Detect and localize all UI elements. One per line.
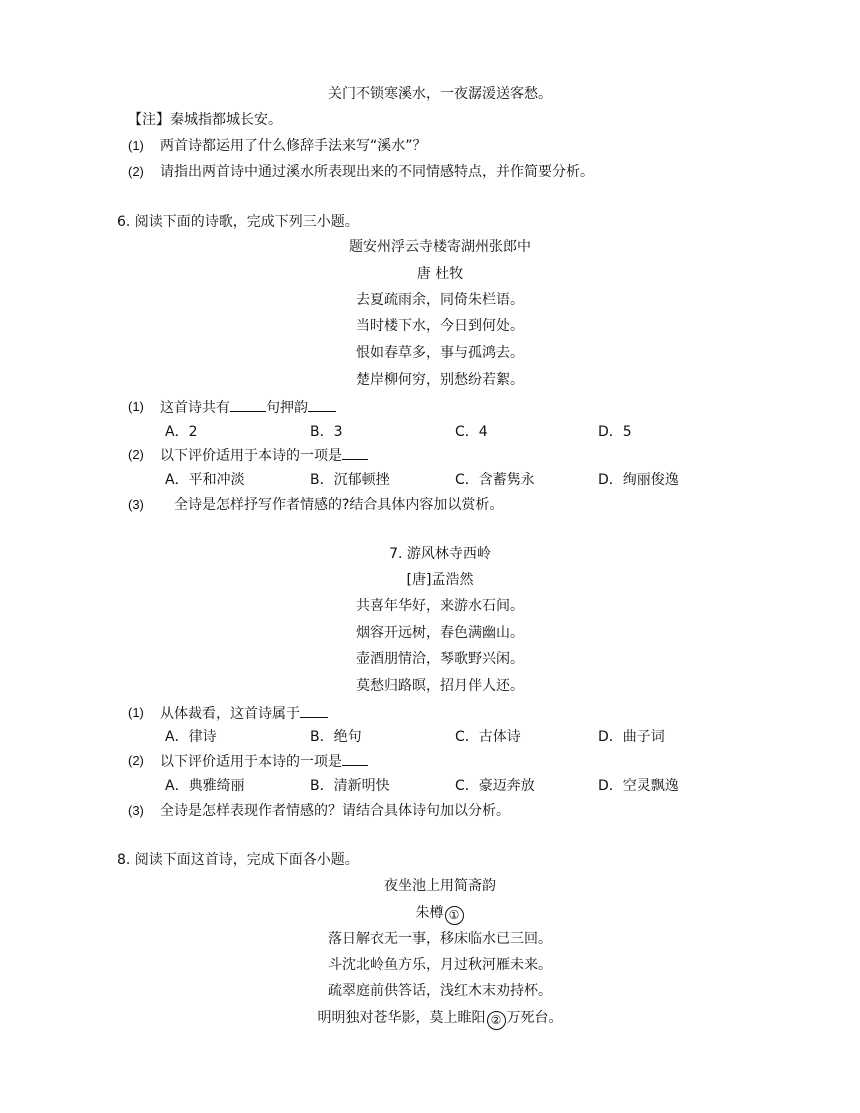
footnote-marker: ① xyxy=(445,906,464,925)
option-d[interactable]: D．5 xyxy=(598,424,632,440)
question-text-part: 以下评价适用于本诗的一项是 xyxy=(160,754,342,770)
answer-blank[interactable] xyxy=(342,445,368,460)
poem-title: 题安州浮云寺楼寄湖州张郎中 xyxy=(349,239,531,255)
poem-line: 壶酒朋情洽，琴歌野兴闲。 xyxy=(356,651,524,667)
author-name: 朱樽 xyxy=(415,905,444,921)
poem-line: 落日解衣无一事，移床临水已三回。 xyxy=(328,931,552,947)
poem-line: 烟容开远树，春色满幽山。 xyxy=(356,625,524,641)
question-text xyxy=(160,703,328,724)
option-a[interactable]: A．平和冲淡 xyxy=(165,472,245,488)
poem-line: 莫愁归路暝，招月伴人还。 xyxy=(356,678,524,694)
poem-line-part: 万死台。 xyxy=(506,1010,563,1026)
option-c[interactable]: C．豪迈奔放 xyxy=(455,778,535,794)
question-text xyxy=(160,397,336,418)
poem-author: 唐 杜牧 xyxy=(416,266,464,282)
question-text-part: 从体裁看，这首诗属于 xyxy=(160,706,300,722)
option-b[interactable]: B．沉郁顿挫 xyxy=(310,472,390,488)
poem-line: 去夏疏雨余，同倚朱栏语。 xyxy=(356,292,524,308)
answer-blank[interactable] xyxy=(308,397,336,412)
question-number: (3) xyxy=(128,803,144,818)
poem-line-part: 明明独对苍华影，莫上睢阳 xyxy=(317,1010,486,1026)
poem-line: 当时楼下水，今日到何处。 xyxy=(356,318,524,334)
question-heading: 6. 阅读下面的诗歌，完成下列三小题。 xyxy=(117,214,359,230)
option-a[interactable]: A．律诗 xyxy=(165,729,217,745)
option-d[interactable]: D．绚丽俊逸 xyxy=(598,472,679,488)
question-number: (1) xyxy=(128,138,144,153)
answer-blank[interactable] xyxy=(342,751,368,766)
footnote-marker: ② xyxy=(487,1011,506,1030)
option-d[interactable]: D．空灵飘逸 xyxy=(598,778,679,794)
question-number: (2) xyxy=(128,447,144,462)
question-number: (2) xyxy=(128,753,144,768)
poem-line: 恨如春草多，事与孤鸿去。 xyxy=(356,345,524,361)
option-d[interactable]: D．曲子词 xyxy=(598,729,665,745)
option-b[interactable]: B．绝句 xyxy=(310,729,362,745)
poem-line xyxy=(0,1008,860,1030)
option-c[interactable]: C．4 xyxy=(455,424,488,440)
question-number: (1) xyxy=(128,399,144,414)
answer-blank[interactable] xyxy=(230,397,266,412)
poem-line: 疏翠庭前供答话，浅红木末劝持杯。 xyxy=(328,983,552,999)
poem-author: [唐]孟浩然 xyxy=(406,572,474,588)
question-text xyxy=(160,751,368,772)
poem-line: 楚岸柳何穷，别愁纷若絮。 xyxy=(356,372,524,388)
question-text: 全诗是怎样表现作者情感的？请结合具体诗句加以分析。 xyxy=(160,803,510,819)
option-a[interactable]: A．典雅绮丽 xyxy=(165,778,245,794)
poem-line: 关门不锁寒溪水，一夜潺湲送客愁。 xyxy=(328,86,552,102)
answer-blank[interactable] xyxy=(300,703,328,718)
question-text: 请指出两首诗中通过溪水所表现出来的不同情感特点，并作简要分析。 xyxy=(160,164,594,180)
question-text xyxy=(160,445,368,466)
poem-author xyxy=(0,903,860,925)
poem-line: 共喜年华好，来游水石间。 xyxy=(356,598,524,614)
note: 【注】秦城指都城长安。 xyxy=(128,112,282,128)
option-b[interactable]: B．清新明快 xyxy=(310,778,390,794)
poem-title: 夜坐池上用简斋韵 xyxy=(384,878,496,894)
question-number: (1) xyxy=(128,705,144,720)
question-text-part: 这首诗共有 xyxy=(160,400,230,416)
question-text-part: 以下评价适用于本诗的一项是 xyxy=(160,448,342,464)
question-text: 全诗是怎样抒写作者情感的?结合具体内容加以赏析。 xyxy=(174,497,504,513)
option-c[interactable]: C．古体诗 xyxy=(455,729,521,745)
option-c[interactable]: C．含蓄隽永 xyxy=(455,472,535,488)
option-a[interactable]: A．2 xyxy=(165,424,198,440)
option-b[interactable]: B．3 xyxy=(310,424,343,440)
question-text: 两首诗都运用了什么修辞手法来写“溪水”？ xyxy=(160,138,427,154)
poem-title: 7. 游风林寺西岭 xyxy=(389,546,491,562)
question-text-part: 句押韵 xyxy=(266,400,308,416)
question-number: (3) xyxy=(128,497,144,512)
question-heading: 8. 阅读下面这首诗，完成下面各小题。 xyxy=(117,852,359,868)
question-number: (2) xyxy=(128,164,144,179)
poem-line: 斗沈北岭鱼方乐，月过秋河雁未来。 xyxy=(328,957,552,973)
